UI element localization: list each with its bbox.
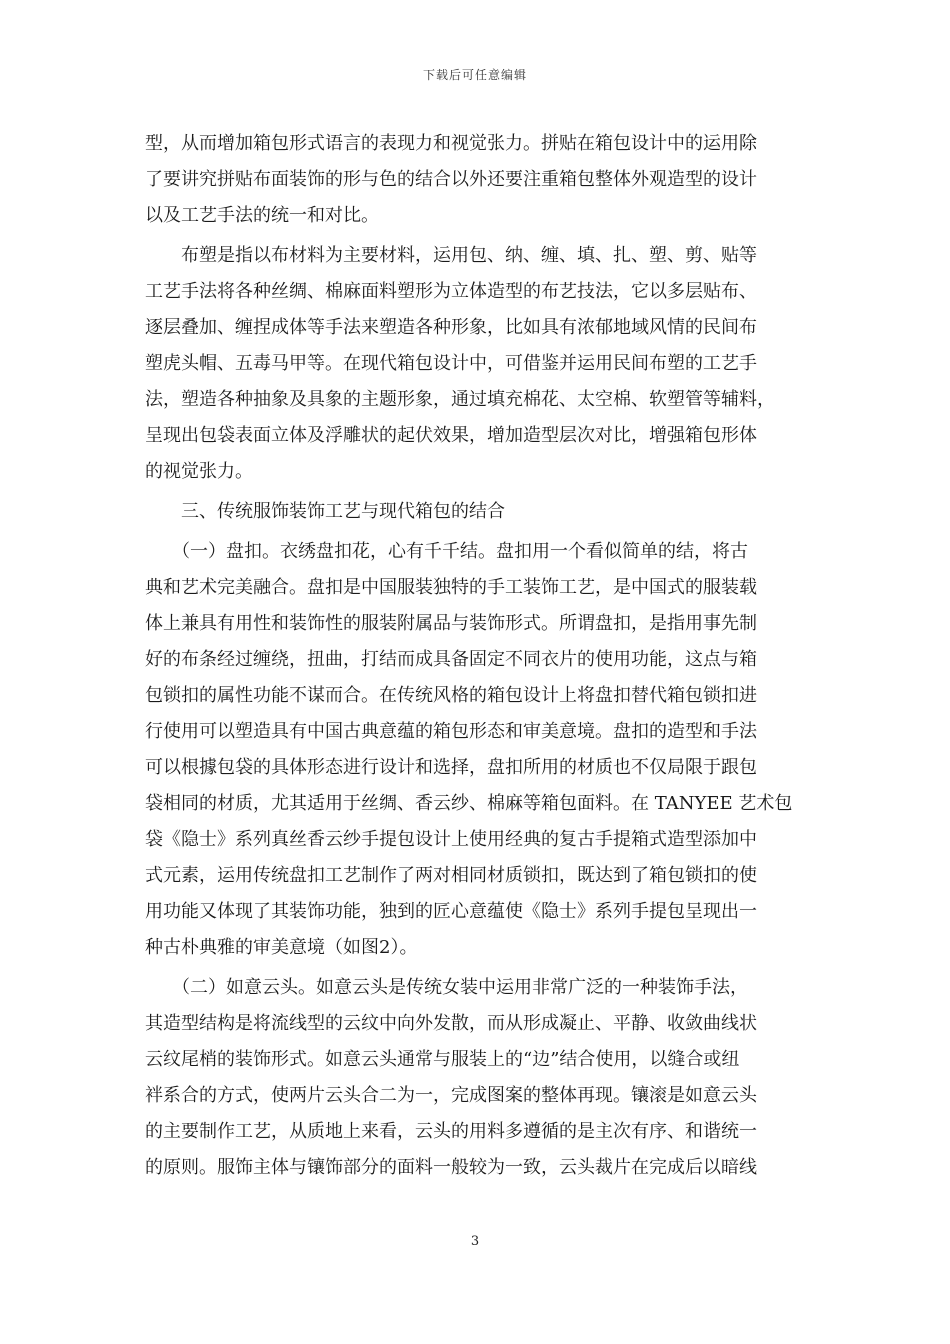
text-line: 型，从而增加箱包形式语言的表现力和视觉张力。拼贴在箱包设计中的运用除: [145, 133, 757, 154]
body-text: [145, 126, 813, 1186]
text-line: 其造型结构是将流线型的云纹中向外发散，而从形成凝止、平静、收敛曲线状: [145, 1013, 757, 1034]
text-line: 体上兼具有用性和装饰性的服装附属品与装饰形式。所谓盘扣，是指用事先制: [145, 613, 757, 634]
text-line: 袋《隐士》系列真丝香云纱手提包设计上使用经典的复古手提箱式造型添加中: [145, 829, 757, 850]
text-line: 的主要制作工艺，从质地上来看，云头的用料多遵循的是主次有序、和谐统一: [145, 1121, 757, 1142]
text-line: 呈现出包袋表面立体及浮雕状的起伏效果，增加造型层次对比，增强箱包形体: [145, 425, 757, 446]
text-line: 塑虎头帽、五毒马甲等。在现代箱包设计中，可借鉴并运用民间布塑的工艺手: [145, 353, 757, 374]
text-line: 以及工艺手法的统一和对比。: [145, 205, 379, 226]
text-line: 行使用可以塑造具有中国古典意蕴的箱包形态和审美意境。盘扣的造型和手法: [145, 721, 757, 742]
text-line: 的原则。服饰主体与镶饰部分的面料一般较为一致，云头裁片在完成后以暗线: [145, 1157, 757, 1178]
text-line: 袢系合的方式，使两片云头合二为一，完成图案的整体再现。镶滚是如意云头: [145, 1085, 757, 1106]
text-line: （一）盘扣。衣绣盘扣花，心有千千结。盘扣用一个看似简单的结，将古: [145, 541, 748, 562]
text-line: 的视觉张力。: [145, 461, 253, 482]
text-line: 了要讲究拼贴布面装饰的形与色的结合以外还要注重箱包整体外观造型的设计: [145, 169, 757, 190]
text-line: 包锁扣的属性功能不谋而合。在传统风格的箱包设计上将盘扣替代箱包锁扣进: [145, 685, 757, 706]
text-line: 袋相同的材质，尤其适用于丝绸、香云纱、棉麻等箱包面料。在 TANYEE 艺术包: [145, 793, 793, 814]
section-heading: 三、传统服饰装饰工艺与现代箱包的结合: [145, 501, 505, 522]
text-line: 逐层叠加、缠捏成体等手法来塑造各种形象，比如具有浓郁地域风情的民间布: [145, 317, 757, 338]
text-line: （二）如意云头。如意云头是传统女装中运用非常广泛的一种装饰手法，: [145, 977, 748, 998]
text-line: 好的布条经过缠绕，扭曲，打结而成具备固定不同衣片的使用功能，这点与箱: [145, 649, 757, 670]
header-note: 下载后可任意编辑: [422, 68, 527, 82]
text-line: 式元素，运用传统盘扣工艺制作了两对相同材质锁扣，既达到了箱包锁扣的使: [145, 865, 757, 886]
page-number: 3: [470, 1234, 480, 1249]
text-line: 典和艺术完美融合。盘扣是中国服装独特的手工装饰工艺，是中国式的服装载: [145, 577, 757, 598]
text-line: 布塑是指以布材料为主要材料，运用包、纳、缠、填、扎、塑、剪、贴等: [145, 245, 757, 266]
text-line: 云纹尾梢的装饰形式。如意云头通常与服装上的“边”结合使用，以缝合或纽: [145, 1049, 740, 1070]
text-line: 工艺手法将各种丝绸、棉麻面料塑形为立体造型的布艺技法，它以多层贴布、: [145, 281, 757, 302]
text-line: 可以根據包袋的具体形态进行设计和选择，盘扣所用的材质也不仅局限于跟包: [145, 757, 757, 778]
text-line: 种古朴典雅的审美意境（如图2）。: [145, 937, 418, 958]
text-line: 法，塑造各种抽象及具象的主题形象，通过填充棉花、太空棉、软塑管等辅料，: [145, 389, 775, 410]
text-line: 用功能又体现了其装饰功能，独到的匠心意蕴使《隐士》系列手提包呈现出一: [145, 901, 757, 922]
